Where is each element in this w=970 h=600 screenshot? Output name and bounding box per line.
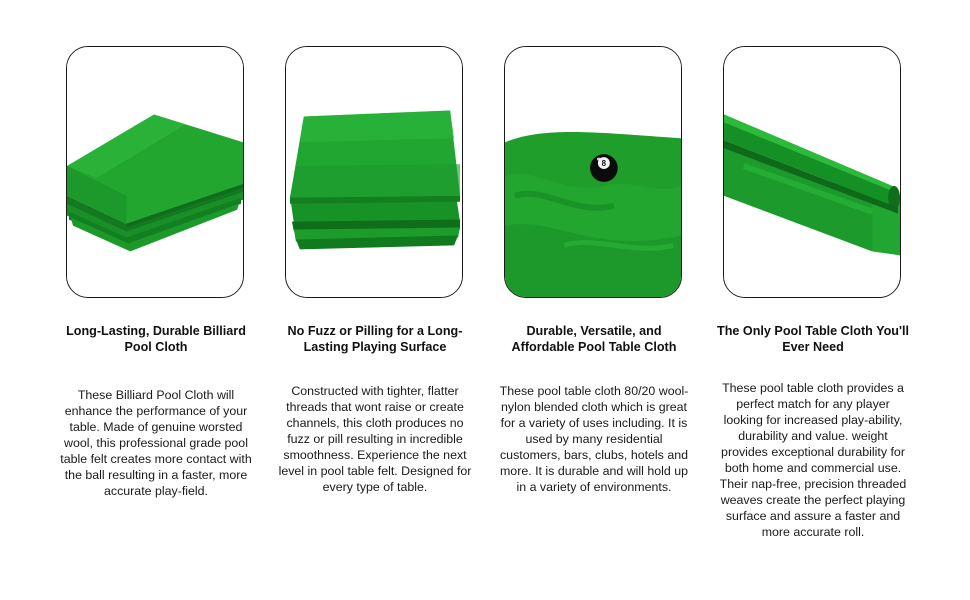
feature-description: These pool table cloth 80/20 wool-nylon blended cloth which is great for a variety of uses including. It is used by many residential customers, bars, clubs, hotels and more. It is durable and will hold up in a variety of environments. xyxy=(499,384,689,494)
feature-image-frame xyxy=(66,46,244,298)
feature-title: Durable, Versatile, and Affordable Pool Table Cloth xyxy=(511,324,677,354)
rolled-felt-image xyxy=(724,47,900,297)
feature-description: Constructed with tighter, flatter threads that wont raise or create channels, this cloth produces no fuzz or pill resulting in incredible smoothness. Experience the next level in pool table felt. Designed for every type of table. xyxy=(278,384,472,494)
feature-card-4 xyxy=(703,0,923,600)
feature-title: Long-Lasting, Durable Billiard Pool Cloth xyxy=(66,324,246,354)
feature-title: The Only Pool Table Cloth You'll Ever Need xyxy=(717,324,909,354)
folded-felt-stack-image xyxy=(67,47,243,297)
feature-title: No Fuzz or Pilling for a Long-Lasting Playing Surface xyxy=(287,324,463,354)
feature-image-frame xyxy=(285,46,463,298)
feature-image-frame xyxy=(723,46,901,298)
feature-image-frame xyxy=(504,46,682,298)
feature-card-1 xyxy=(46,0,266,600)
svg-text:8: 8 xyxy=(601,159,607,169)
feature-card-3 xyxy=(484,0,704,600)
feature-description: These Billiard Pool Cloth will enhance the performance of your table. Made of genuine worsted wool, this professional grade pool table felt creates more contact with the ball resulting in a faster, more accurate play-field. xyxy=(60,388,252,498)
feature-card-2 xyxy=(265,0,485,600)
folded-felt-square-image xyxy=(286,47,462,297)
felt-with-eight-ball-image xyxy=(505,47,681,297)
feature-description: These pool table cloth provides a perfect match for any player looking for increased play-ability, durability and value. weight provides exceptional durability for both home and commercial use. Their nap-free, precision threaded weaves create the perfect playing surface and assure a faster and more accurate roll. xyxy=(719,381,907,539)
